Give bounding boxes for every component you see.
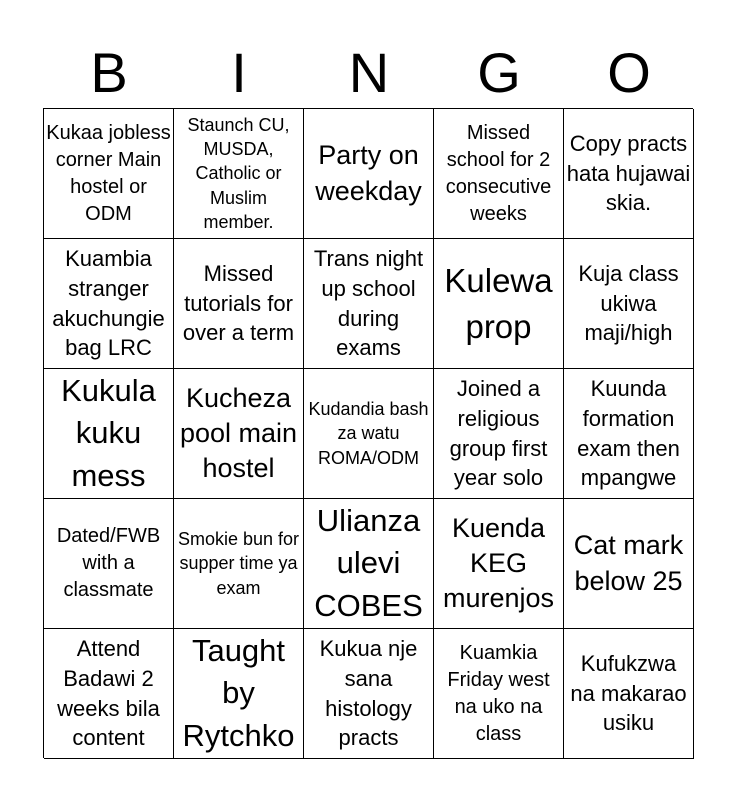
bingo-cell[interactable] bbox=[174, 369, 304, 499]
bingo-cell[interactable] bbox=[174, 499, 304, 629]
cell-text: Kuambia stranger akuchungie bag LRC bbox=[52, 245, 165, 361]
bingo-cell[interactable] bbox=[44, 109, 174, 239]
bingo-cell[interactable] bbox=[434, 369, 564, 499]
cell-text: Cat mark below 25 bbox=[573, 530, 684, 596]
cell-text: Kukua nje sana histology practs bbox=[319, 635, 418, 751]
bingo-cell[interactable] bbox=[564, 239, 694, 369]
bingo-header bbox=[44, 40, 694, 106]
cell-text: Missed tutorials for over a term bbox=[182, 260, 295, 346]
bingo-cell[interactable] bbox=[44, 239, 174, 369]
bingo-cell[interactable] bbox=[564, 629, 694, 759]
bingo-cell[interactable] bbox=[304, 499, 434, 629]
bingo-cell[interactable] bbox=[304, 629, 434, 759]
cell-text: Kuenda KEG murenjos bbox=[442, 512, 555, 614]
bingo-cell[interactable] bbox=[44, 369, 174, 499]
cell-text: Kukaa jobless corner Main hostel or ODM bbox=[46, 121, 171, 225]
cell-text: Kuja class ukiwa maji/high bbox=[578, 260, 679, 346]
cell-text: Kulewa prop bbox=[444, 261, 553, 345]
bingo-cell[interactable] bbox=[174, 109, 304, 239]
bingo-cell[interactable] bbox=[44, 629, 174, 759]
bingo-cell[interactable] bbox=[304, 369, 434, 499]
cell-text: Joined a religious group first year solo bbox=[449, 375, 548, 491]
cell-text: Smokie bun for supper time ya exam bbox=[177, 529, 300, 598]
bingo-cell[interactable] bbox=[174, 239, 304, 369]
cell-text: Taught by Rytchko bbox=[182, 633, 295, 753]
cell-text: Staunch CU, MUSDA, Catholic or Muslim member. bbox=[187, 114, 290, 232]
cell-text: Kukula kuku mess bbox=[61, 373, 156, 493]
cell-text: Kuamkia Friday west na uko na class bbox=[447, 641, 550, 745]
cell-text: Kuunda formation exam then mpangwe bbox=[577, 375, 680, 491]
bingo-grid bbox=[43, 108, 693, 758]
bingo-cell[interactable] bbox=[434, 109, 564, 239]
header-letter-b: B bbox=[90, 41, 128, 104]
cell-text: Dated/FWB with a classmate bbox=[56, 525, 161, 601]
header-letter-o: O bbox=[607, 41, 651, 104]
bingo-cell[interactable] bbox=[304, 109, 434, 239]
bingo-cell[interactable] bbox=[434, 239, 564, 369]
header-letter-i: I bbox=[231, 41, 247, 104]
cell-text: Trans night up school during exams bbox=[313, 245, 424, 361]
cell-text: Kucheza pool main hostel bbox=[179, 382, 298, 484]
cell-text: Kufukzwa na makarao usiku bbox=[570, 650, 687, 736]
bingo-cell[interactable] bbox=[304, 239, 434, 369]
bingo-cell[interactable] bbox=[434, 499, 564, 629]
cell-text: Party on weekday bbox=[315, 140, 422, 206]
header-letter-n: N bbox=[348, 41, 390, 104]
bingo-cell[interactable] bbox=[564, 499, 694, 629]
cell-text: Kudandia bash za watu ROMA/ODM bbox=[308, 399, 429, 468]
bingo-cell[interactable] bbox=[174, 629, 304, 759]
cell-text: Missed school for 2 consecutive weeks bbox=[445, 121, 552, 225]
bingo-cell[interactable] bbox=[564, 369, 694, 499]
bingo-cell[interactable] bbox=[564, 109, 694, 239]
cell-text: Attend Badawi 2 weeks bila content bbox=[57, 635, 160, 751]
bingo-cell[interactable] bbox=[434, 629, 564, 759]
bingo-cell[interactable] bbox=[44, 499, 174, 629]
cell-text: Ulianza ulevi COBES bbox=[314, 503, 423, 623]
cell-text: Copy practs hata hujawai skia. bbox=[566, 130, 691, 216]
header-letter-g: G bbox=[477, 41, 521, 104]
